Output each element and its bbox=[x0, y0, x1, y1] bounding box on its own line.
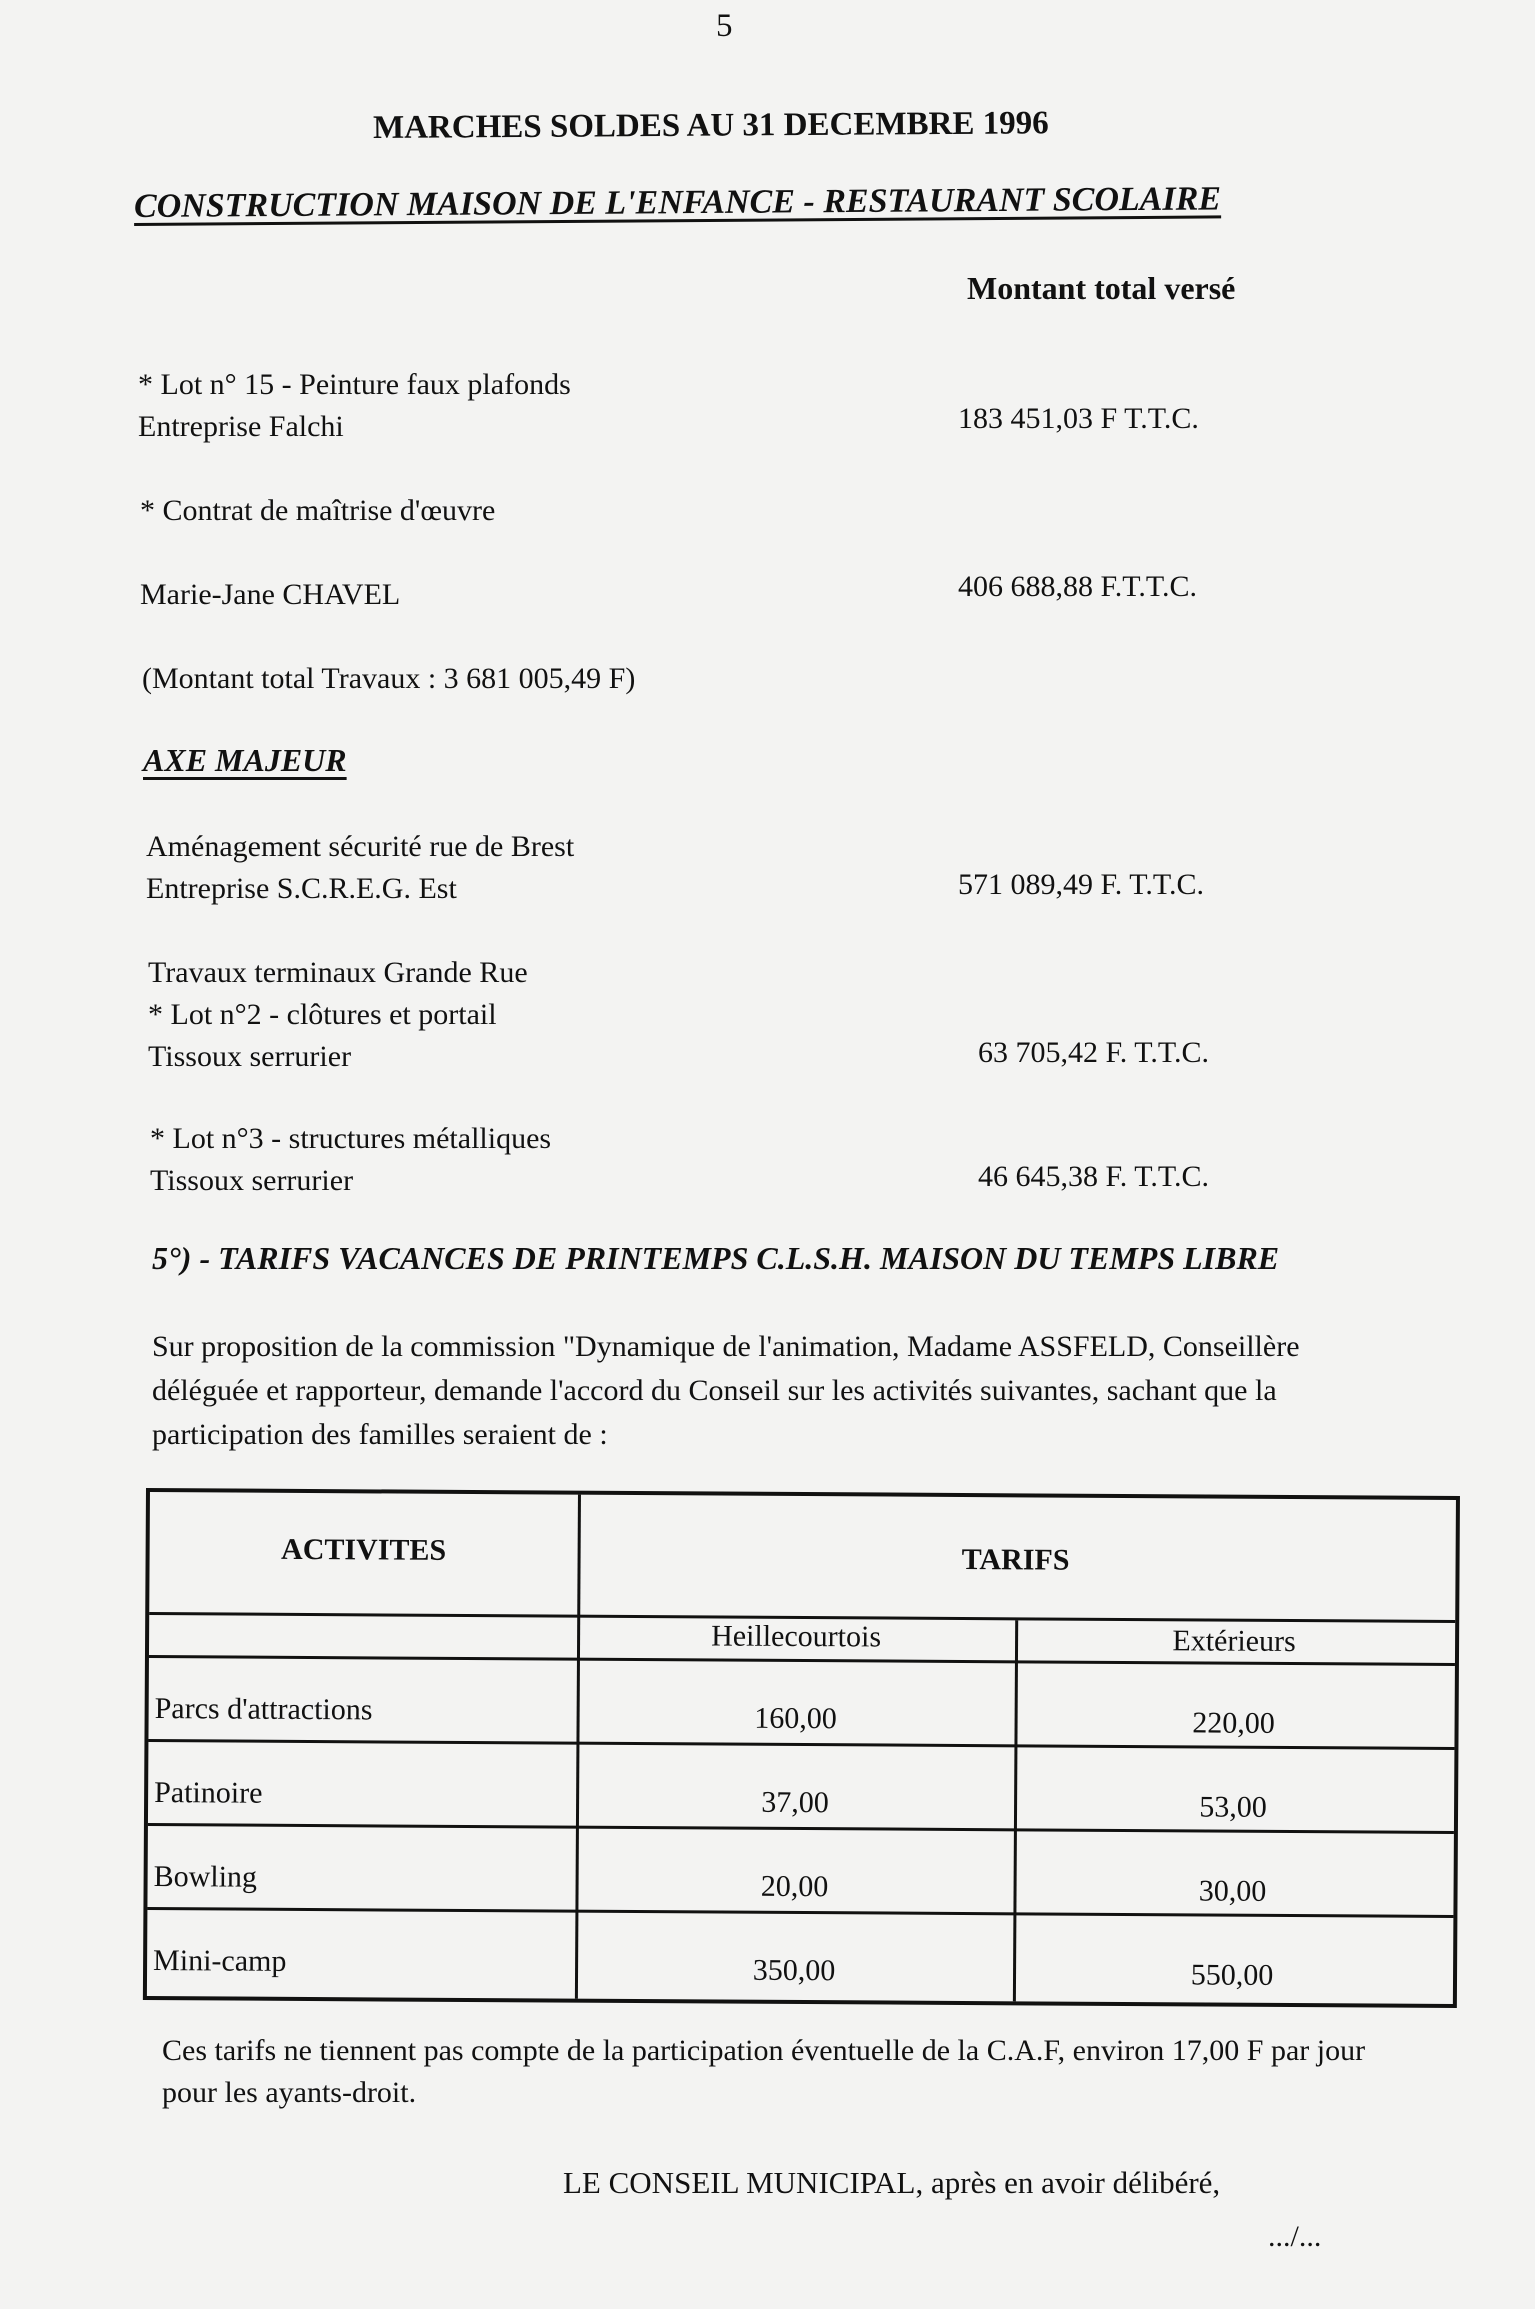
header-activites: ACTIVITES bbox=[280, 1532, 447, 1567]
item-lot15-amount: 183 451,03 F T.T.C. bbox=[958, 402, 1199, 435]
row-activity: Mini-camp bbox=[153, 1944, 287, 1978]
item-lot3-amount: 46 645,38 F. T.T.C. bbox=[978, 1160, 1209, 1193]
section-heading-axe-majeur: AXE MAJEUR bbox=[143, 742, 347, 778]
table-divider bbox=[575, 1495, 581, 1999]
section-heading-construction: CONSTRUCTION MAISON DE L'ENFANCE - RESTAURANT SCOLAIRE bbox=[133, 180, 1222, 225]
row-price-exterieurs: 220,00 bbox=[1192, 1706, 1275, 1740]
caf-note: Ces tarifs ne tiennent pas compte de la participation éventuelle de la C.A.F, environ 17,00 F par jour pour les ayants-droit. bbox=[162, 2034, 1366, 2109]
item-maitrise-title: * Contrat de maîtrise d'œuvre bbox=[140, 494, 496, 527]
continuation-mark: .../... bbox=[1268, 2220, 1322, 2253]
row-activity: Patinoire bbox=[154, 1776, 263, 1810]
total-travaux-note: (Montant total Travaux : 3 681 005,49 F) bbox=[142, 662, 636, 695]
item-brest-amount: 571 089,49 F. T.T.C. bbox=[958, 868, 1204, 901]
conseil-municipal-line: LE CONSEIL MUNICIPAL, après en avoir délibéré, bbox=[563, 2165, 1221, 2200]
row-activity: Parcs d'attractions bbox=[154, 1692, 373, 1727]
amount-column-header: Montant total versé bbox=[967, 270, 1236, 306]
row-price-heillecourtois: 160,00 bbox=[754, 1701, 837, 1736]
item-lot2-amount: 63 705,42 F. T.T.C. bbox=[978, 1036, 1209, 1069]
page-title: MARCHES SOLDES AU 31 DECEMBRE 1996 bbox=[372, 105, 1049, 146]
item-maitrise-name: Marie-Jane CHAVEL bbox=[140, 578, 401, 611]
row-activity: Bowling bbox=[153, 1860, 258, 1894]
row-price-exterieurs: 30,00 bbox=[1198, 1874, 1267, 1908]
page-number: 5 bbox=[716, 8, 733, 44]
item-lot3-title: * Lot n°3 - structures métalliques bbox=[150, 1122, 552, 1155]
subheader-heillecourtois: Heillecourtois bbox=[711, 1619, 882, 1654]
item-grande-rue-title: Travaux terminaux Grande Rue bbox=[148, 956, 528, 989]
row-price-exterieurs: 53,00 bbox=[1199, 1790, 1267, 1824]
row-price-heillecourtois: 350,00 bbox=[752, 1953, 836, 1988]
item-lot2-company: Tissoux serrurier bbox=[148, 1040, 352, 1073]
header-tarifs: TARIFS bbox=[961, 1542, 1070, 1577]
proposal-paragraph: Sur proposition de la commission "Dynamique de l'animation, Madame ASSFELD, Conseillère déléguée et rapporteur, demande l'accord du Conseil sur les activités suivantes, sachant que la participation des familles seraient de : bbox=[152, 1330, 1300, 1451]
item-brest-company: Entreprise S.C.R.E.G. Est bbox=[146, 872, 457, 905]
row-price-heillecourtois: 20,00 bbox=[760, 1869, 829, 1904]
tarifs-table bbox=[143, 1488, 1460, 2008]
section-heading-tarifs: 5°) - TARIFS VACANCES DE PRINTEMPS C.L.S.H. MAISON DU TEMPS LIBRE bbox=[152, 1240, 1280, 1276]
row-price-heillecourtois: 37,00 bbox=[761, 1785, 829, 1820]
item-lot15-title: * Lot n° 15 - Peinture faux plafonds bbox=[138, 368, 571, 401]
row-price-exterieurs: 550,00 bbox=[1190, 1958, 1274, 1992]
subheader-exterieurs: Extérieurs bbox=[1172, 1624, 1296, 1659]
item-lot2-title: * Lot n°2 - clôtures et portail bbox=[148, 998, 497, 1031]
item-maitrise-amount: 406 688,88 F.T.T.C. bbox=[958, 570, 1197, 603]
item-lot3-company: Tissoux serrurier bbox=[150, 1164, 354, 1197]
item-brest-title: Aménagement sécurité rue de Brest bbox=[146, 830, 575, 863]
item-lot15-company: Entreprise Falchi bbox=[138, 410, 344, 443]
table-divider bbox=[1013, 1620, 1018, 2001]
